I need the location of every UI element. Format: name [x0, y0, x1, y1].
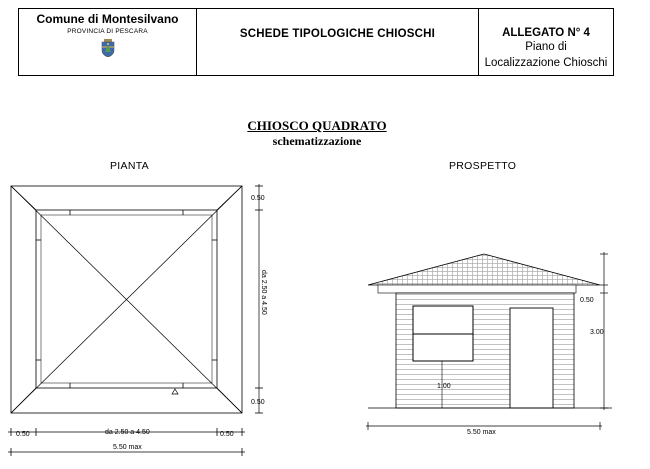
elevation-dim-total: 5.50 max — [467, 429, 496, 436]
plan-dim-bottom-offset: 0.50 — [251, 399, 265, 406]
elevation-dim-eave: 0.50 — [580, 297, 594, 304]
plan-dim-top-offset: 0.50 — [251, 195, 265, 202]
elevation-eave — [378, 285, 576, 293]
plan-dim-total: 5.50 max — [113, 444, 142, 451]
elevation-dim-height: 3.00 — [590, 329, 604, 336]
drawing-title: CHIOSCO QUADRATO — [247, 118, 387, 133]
plan-dim-bottom-range: da 2.50 a 4.50 — [105, 429, 150, 436]
attachment-label: ALLEGATO N° 4 — [502, 27, 590, 39]
plan-dim-side-range: da 2.50 a 4.50 — [260, 270, 267, 315]
plan-dim-left-offset: 0.50 — [16, 431, 30, 438]
province-name: PROVINCIA DI PESCARA — [67, 28, 148, 35]
plan-dim-right-offset: 0.50 — [220, 431, 234, 438]
attachment-subtitle-line1: Piano di — [525, 41, 567, 53]
elevation-door — [510, 308, 553, 408]
elevation-dim-sill: 1.00 — [437, 383, 451, 390]
plan-label: PIANTA — [110, 160, 149, 172]
elevation-roof — [368, 254, 600, 285]
elevation-label: PROSPETTO — [449, 160, 517, 172]
attachment-subtitle-line2: Localizzazione Chioschi — [484, 57, 608, 69]
drawing-subtitle: schematizzazione — [272, 134, 362, 148]
document-title: SCHEDE TIPOLOGICHE CHIOSCHI — [239, 28, 436, 40]
organization-name: Comune di Montesilvano — [36, 12, 179, 26]
